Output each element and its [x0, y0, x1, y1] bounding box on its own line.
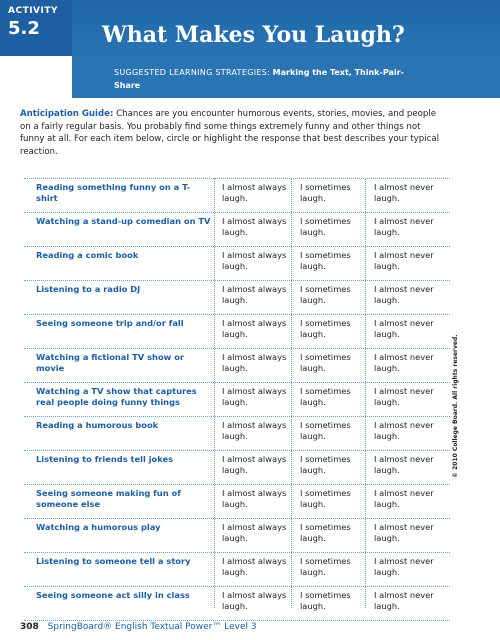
response-always[interactable]: I almost always laugh. — [222, 522, 287, 543]
activity-number: 5.2 — [8, 18, 40, 39]
item-label: Listening to someone tell a story — [36, 556, 191, 566]
item-label: Seeing someone trip and/or fall — [36, 318, 184, 328]
item-label: Watching a fictional TV show or movie — [36, 352, 184, 373]
item-label: Reading something funny on a T-shirt — [36, 182, 190, 203]
intro-label: Anticipation Guide: — [20, 109, 114, 119]
item-label: Reading a comic book — [36, 250, 139, 260]
activity-badge — [0, 0, 72, 56]
item-label: Watching a humorous play — [36, 522, 161, 532]
table-row — [24, 348, 450, 382]
response-never[interactable]: I almost never laugh. — [374, 216, 434, 237]
response-always[interactable]: I almost always laugh. — [222, 556, 287, 577]
item-label: Watching a stand-up comedian on TV — [36, 216, 211, 226]
response-sometimes[interactable]: I sometimes laugh. — [300, 454, 351, 475]
page-footer — [20, 622, 257, 632]
response-sometimes[interactable]: I sometimes laugh. — [300, 386, 351, 407]
anticipation-guide-table — [24, 178, 450, 621]
response-never[interactable]: I almost never laugh. — [374, 454, 434, 475]
table-row — [24, 178, 450, 212]
response-never[interactable]: I almost never laugh. — [374, 420, 434, 441]
response-sometimes[interactable]: I sometimes laugh. — [300, 284, 351, 305]
response-always[interactable]: I almost always laugh. — [222, 420, 287, 441]
table-row — [24, 552, 450, 586]
table-row — [24, 382, 450, 416]
response-always[interactable]: I almost always laugh. — [222, 216, 287, 237]
strategies-label: SUGGESTED LEARNING STRATEGIES: — [114, 68, 271, 77]
response-always[interactable]: I almost always laugh. — [222, 182, 287, 203]
response-sometimes[interactable]: I sometimes laugh. — [300, 250, 351, 271]
activity-label: ACTIVITY — [8, 6, 59, 16]
response-always[interactable]: I almost always laugh. — [222, 590, 287, 611]
response-sometimes[interactable]: I sometimes laugh. — [300, 556, 351, 577]
response-sometimes[interactable]: I sometimes laugh. — [300, 216, 351, 237]
response-never[interactable]: I almost never laugh. — [374, 386, 434, 407]
response-never[interactable]: I almost never laugh. — [374, 522, 434, 543]
item-label: Reading a humorous book — [36, 420, 159, 430]
strategies-items: Marking the Text, Think-Pair-Share — [114, 68, 404, 90]
response-always[interactable]: I almost always laugh. — [222, 454, 287, 475]
response-sometimes[interactable]: I sometimes laugh. — [300, 182, 351, 203]
page-title: What Makes You Laugh? — [102, 22, 405, 48]
item-label: Seeing someone act silly in class — [36, 590, 190, 600]
response-never[interactable]: I almost never laugh. — [374, 556, 434, 577]
anticipation-guide-intro — [20, 108, 440, 158]
table-row — [24, 450, 450, 484]
item-label: Watching a TV show that captures real people doing funny things — [36, 386, 197, 407]
table-row — [24, 280, 450, 314]
response-always[interactable]: I almost always laugh. — [222, 284, 287, 305]
response-sometimes[interactable]: I sometimes laugh. — [300, 522, 351, 543]
table-row — [24, 246, 450, 280]
response-sometimes[interactable]: I sometimes laugh. — [300, 420, 351, 441]
response-never[interactable]: I almost never laugh. — [374, 284, 434, 305]
response-always[interactable]: I almost always laugh. — [222, 352, 287, 373]
item-label: Listening to friends tell jokes — [36, 454, 174, 464]
response-always[interactable]: I almost always laugh. — [222, 318, 287, 339]
response-sometimes[interactable]: I sometimes laugh. — [300, 352, 351, 373]
response-never[interactable]: I almost never laugh. — [374, 318, 434, 339]
response-sometimes[interactable]: I sometimes laugh. — [300, 318, 351, 339]
response-sometimes[interactable]: I sometimes laugh. — [300, 590, 351, 611]
table-row — [24, 416, 450, 450]
table-row — [24, 314, 450, 348]
suggested-strategies — [114, 66, 414, 92]
table-row — [24, 518, 450, 552]
response-never[interactable]: I almost never laugh. — [374, 182, 434, 203]
page-number: 308 — [20, 622, 39, 632]
response-never[interactable]: I almost never laugh. — [374, 250, 434, 271]
response-never[interactable]: I almost never laugh. — [374, 352, 434, 373]
response-always[interactable]: I almost always laugh. — [222, 386, 287, 407]
table-row — [24, 212, 450, 246]
copyright-note: © 2010 College Board. All rights reserved. — [452, 334, 459, 478]
item-label: Listening to a radio DJ — [36, 284, 141, 294]
footer-source: SpringBoard® English Textual Power™ Level 3 — [47, 622, 257, 632]
response-never[interactable]: I almost never laugh. — [374, 488, 434, 509]
table-row — [24, 586, 450, 621]
table-row — [24, 484, 450, 518]
response-sometimes[interactable]: I sometimes laugh. — [300, 488, 351, 509]
response-always[interactable]: I almost always laugh. — [222, 488, 287, 509]
response-always[interactable]: I almost always laugh. — [222, 250, 287, 271]
item-label: Seeing someone making fun of someone else — [36, 488, 181, 509]
intro-text: Chances are you encounter humorous events, stories, movies, and people on a fairly regular basis. You probably find some things extremely funny and other things not funny at all. For each item below, circle or highlight the response that best describes your typical reaction. — [20, 109, 439, 157]
response-never[interactable]: I almost never laugh. — [374, 590, 434, 611]
